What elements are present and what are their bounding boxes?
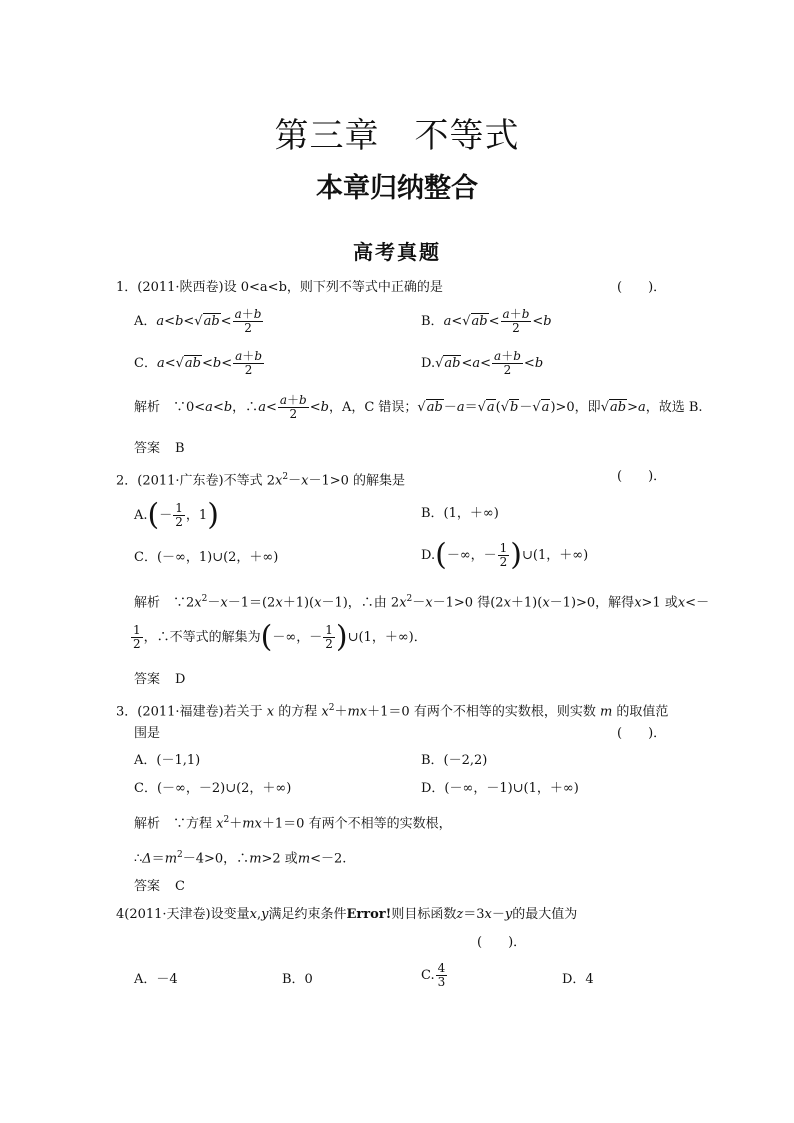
q3-bracket: ( )． [617, 726, 667, 741]
q1-answer: B [175, 441, 185, 456]
q4-bracket: ( )． [477, 935, 527, 950]
q1-option-c: C．a<√ab<b< $\frac{a+b}{2}$ [134, 349, 262, 377]
chapter-subtitle: 本章归纳整合 [316, 173, 478, 204]
q3-solution-line1: 解析 ∵方程 $x^2+mx+1=0$ 有两个不相等的实数根， [134, 815, 452, 832]
q1-option-b: B．a<√ab< $\frac{a+b}{2}$ <b [421, 307, 552, 335]
q2-solution-line2: $\frac{1}{2}$ ，∴不等式的解集为(－∞，－ $\frac{1}{2}$ )∪(1，＋∞)． [133, 619, 427, 655]
q3-option-c: C．(－∞，－2)∪(2，＋∞) [134, 781, 292, 796]
q4-stem: 4(2011·天津卷)设变量x,y满足约束条件Error!则目标函数z＝3x－y的最大值为 [116, 907, 578, 922]
q1-bracket: ( )． [617, 280, 667, 295]
q3-answer-label: 答案 [134, 879, 161, 894]
q1-option-d: D.√ab<a< $\frac{a+b}{2}$ <b [421, 349, 544, 377]
q1-stem: 1．(2011·陕西卷)设 0<a<b，则下列不等式中正确的是 [116, 280, 443, 295]
q2-option-d: D.(－∞，－ $\frac{1}{2}$ )∪(1，＋∞) [421, 537, 589, 573]
q2-answer: D [175, 672, 186, 687]
q3-option-b: B．(－2,2) [421, 753, 488, 768]
section-title: 高考真题 [353, 240, 441, 264]
q2-option-b: B．(1，＋∞) [421, 506, 499, 521]
q3-stem-line1: 3．(2011·福建卷)若关于 x 的方程 $x^2+mx+1=0$ 有两个不相等的实数根，则实数 m 的取值范 [116, 703, 669, 720]
q3-answer: C [175, 879, 185, 894]
q2-solution-line1: 解析 $\because 2x^2-x-1=(2x+1)(x-1)$，∴由 $2x^2-x-1>0$ 得(2x＋1)(x－1)>0，解得x>1 或x<－ [134, 594, 710, 611]
q2-bracket: ( )． [617, 469, 667, 484]
q3-stem-line2: 围是 [134, 726, 161, 741]
q2-option-c: C．(－∞，1)∪(2，＋∞) [134, 550, 279, 565]
q2-stem: 2．(2011·广东卷)不等式 $2x^2-x-1>0$ 的解集是 [116, 472, 406, 489]
q4-option-d: D．4 [562, 972, 594, 987]
q4-option-a: A．－4 [134, 972, 178, 987]
q1-solution: 解析 ∵0<a<b，∴a< $\frac{a+b}{2}$ <b，A，C 错误；√ab－a＝√a(√b－√a)>0，即√ab>a，故选 B. [134, 393, 703, 421]
q3-option-a: A．(－1,1) [134, 753, 201, 768]
q2-answer-label: 答案 [134, 672, 161, 687]
q1-answer-label: 答案 [134, 441, 161, 456]
q3-solution-line2: $\therefore\Delta=m^2-4>0$，∴m>2 或m<－2. [134, 850, 347, 867]
q4-option-b: B．0 [282, 972, 313, 987]
q4-option-c: C. $\frac{4}{3}$ [421, 961, 446, 989]
q1-option-a: A．a<b<√ab< $\frac{a+b}{2}$ [134, 307, 262, 335]
chapter-title: 第三章 不等式 [274, 116, 520, 156]
q2-option-a: A.(－ $\frac{1}{2}$ ，1) [134, 497, 219, 533]
q3-option-d: D．(－∞，－1)∪(1，＋∞) [421, 781, 579, 796]
